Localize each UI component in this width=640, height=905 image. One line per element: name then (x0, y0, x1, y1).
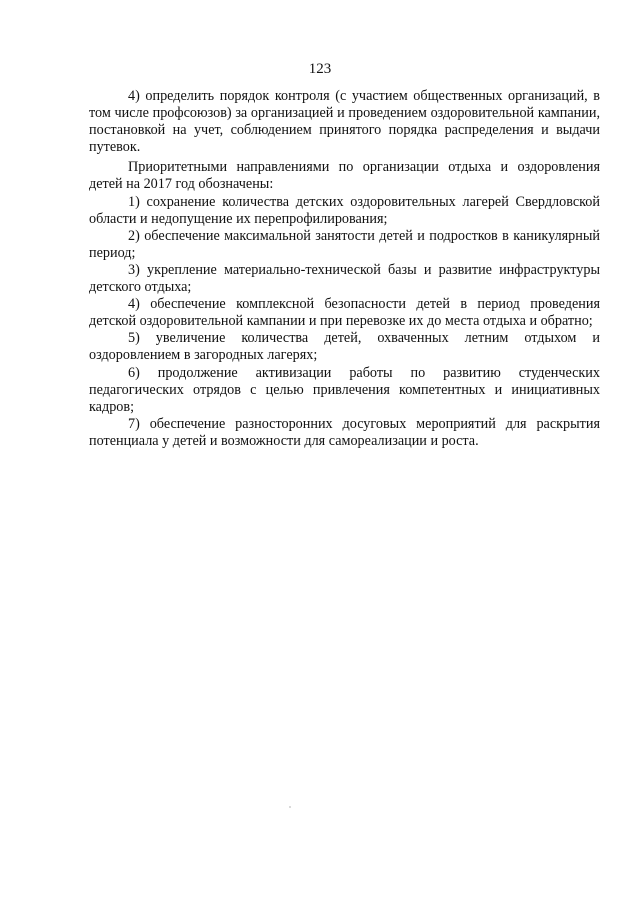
list-item-5: 5) увеличение количества детей, охваченных летним отдыхом и оздоровлением в загородных лагерях; (89, 330, 600, 364)
paragraph-priorities-intro: Приоритетными направлениями по организации отдыха и оздоровления детей на 2017 год обозначены: (89, 159, 600, 193)
scan-speck (289, 806, 291, 808)
list-item-7: 7) обеспечение разносторонних досуговых мероприятий для раскрытия потенциала у детей и возможности для самореализации и роста. (89, 415, 600, 449)
page-number: 123 (308, 61, 332, 77)
list-item-1: 1) сохранение количества детских оздоровительных лагерей Свердловской области и недопущение их перепрофилирования; (89, 193, 600, 227)
document-body (89, 88, 600, 450)
list-item-3: 3) укрепление материально-технической базы и развитие инфраструктуры детского отдыха; (89, 261, 600, 296)
list-item-2: 2) обеспечение максимальной занятости детей и подростков в каникулярный период; (89, 227, 600, 261)
list-item-6: 6) продолжение активизации работы по развитию студенческих педагогических отрядов с целью привлечения компетентных и инициативных кадров; (89, 364, 600, 415)
list-item-4: 4) обеспечение комплексной безопасности детей в период проведения детской оздоровительной кампании и при перевозке их до места отдыха и обратно; (89, 296, 600, 330)
paragraph-item-4-control: 4) определить порядок контроля (с участием общественных организаций, в том числе профсоюзов) за организацией и проведением оздоровительной кампании, постановкой на учет, соблюдением принятого порядка распределения и выдачи путевок. (89, 88, 600, 156)
